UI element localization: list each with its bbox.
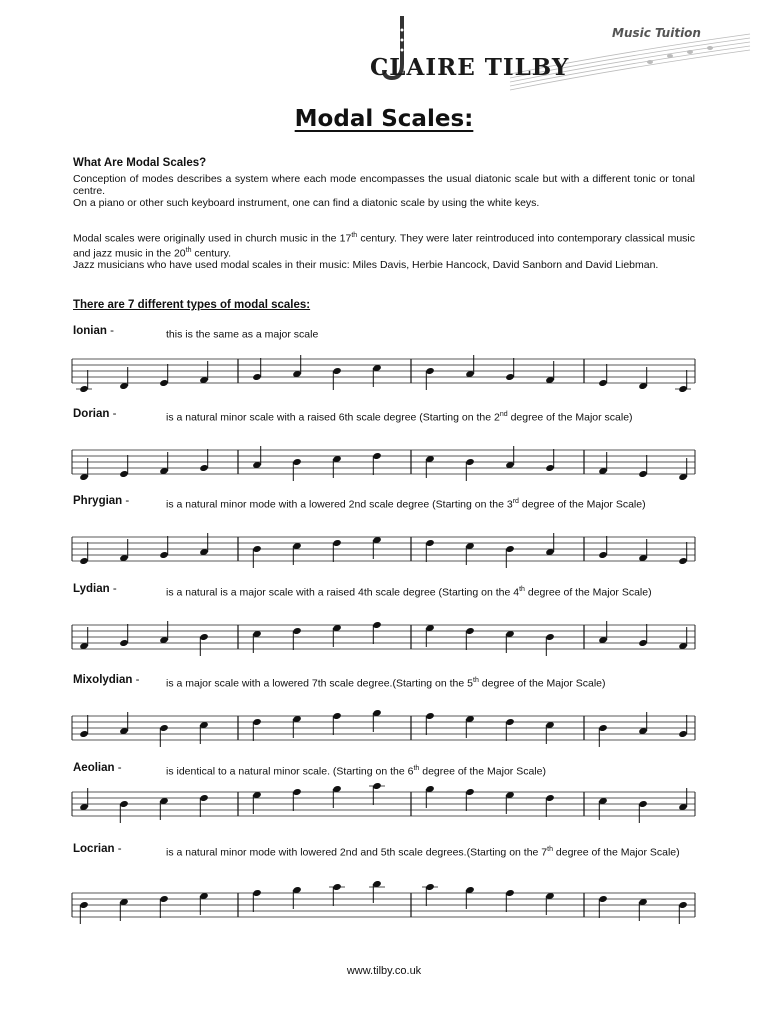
mode-description: [166, 408, 696, 425]
mode-description-sup: th: [473, 677, 479, 684]
mode-name: Dorian -: [73, 408, 117, 420]
mode-description-tail: degree of the Major Scale): [478, 677, 606, 690]
mode-description: [166, 762, 696, 779]
mode-name-dash: -: [114, 843, 122, 855]
mode-description-text: is a natural is a major scale with a raised 4th scale degree (Starting on the 4: [166, 586, 520, 599]
music-staff: [0, 881, 768, 941]
mode-description-sup: th: [413, 765, 420, 772]
mode-description-text: is a natural minor mode with a lowered 2nd scale degree (Starting on the 3: [166, 498, 513, 511]
music-staff: [0, 347, 768, 407]
mode-description-sup: th: [547, 846, 553, 853]
mode-description-sup: th: [519, 586, 525, 593]
mode-description: [166, 674, 696, 691]
mode-name-dash: -: [109, 583, 117, 595]
mode-description-text: is a major scale with a lowered 7th scale degree.(Starting on the 5: [166, 677, 473, 690]
mode-description: [166, 325, 696, 342]
logo-text: CLAIRE TILBY: [370, 54, 570, 81]
mode-description: [166, 583, 696, 600]
music-staff: [0, 613, 768, 673]
mode-name: Locrian -: [73, 843, 122, 855]
mode-name-dash: -: [132, 674, 140, 686]
intro-p2-line1: [73, 230, 695, 259]
intro-p2-c: century.: [191, 247, 231, 259]
music-staff: [0, 438, 768, 498]
types-heading: There are 7 different types of modal scales:: [73, 299, 311, 311]
mode-description-sup: rd: [512, 498, 519, 505]
mode-name: Lydian -: [73, 583, 117, 595]
intro-p1-line2: On a piano or other such keyboard instrument, one can find a diatonic scale by using the white keys.: [73, 197, 540, 209]
mode-description-text: is a natural minor scale with a raised 6th scale degree (Starting on the 2: [166, 411, 500, 424]
intro-p1-line1: Conception of modes describes a system where each mode encompasses the usual diatonic scale but with a different tonic or tonal centre.: [73, 173, 695, 197]
mode-name-dash: -: [122, 495, 130, 507]
music-staff: [0, 525, 768, 585]
mode-description-text: is identical to a natural minor scale. (Starting on the 6: [166, 765, 414, 778]
intro-p2-b-sup: th: [185, 246, 192, 254]
mode-description-sup: nd: [499, 411, 508, 418]
music-staff: [0, 704, 768, 764]
mode-description: [166, 495, 696, 512]
mode-description-tail: degree of the Major Scale): [419, 765, 546, 778]
intro-p2-a: Modal scales were originally used in church music in the 17: [73, 232, 352, 245]
intro-heading: What Are Modal Scales?: [73, 157, 207, 169]
mode-name: Phrygian -: [73, 495, 130, 507]
footer-url: www.tilby.co.uk: [346, 965, 422, 977]
music-staff: [0, 780, 768, 840]
mode-description-tail: degree of the Major Scale): [552, 846, 680, 859]
mode-description: [166, 843, 696, 860]
page-title: Modal Scales:: [294, 106, 474, 132]
mode-name-dash: -: [114, 762, 122, 774]
mode-description-tail: degree of the Major Scale): [524, 586, 652, 599]
logo-tagline: Music Tuition: [612, 26, 701, 40]
mode-name-dash: -: [109, 408, 117, 420]
mode-name: Mixolydian -: [73, 674, 140, 686]
intro-p2-line2: Jazz musicians who have used modal scales in their music: Miles Davis, Herbie Hancock, David Sanborn and David Liebman.: [73, 259, 659, 271]
header-logo: [360, 12, 760, 92]
mode-description-tail: degree of the Major scale): [507, 411, 633, 424]
intro-p2-a-sup: th: [351, 232, 358, 239]
mode-name: Ionian -: [73, 325, 114, 337]
mode-name-dash: -: [106, 325, 114, 337]
mode-name: Aeolian -: [73, 762, 122, 774]
mode-description-text: is a natural minor mode with lowered 2nd and 5th scale degrees.(Starting on the 7: [166, 846, 548, 859]
mode-description-text: this is the same as a major scale: [166, 328, 319, 341]
intro-paragraph-1: [73, 173, 695, 209]
intro-paragraph-2: [73, 230, 695, 271]
intro-p2-b: century. They were later reintroduced into contemporary classical music and jazz music in the 20: [73, 232, 695, 259]
mode-description-tail: degree of the Major Scale): [518, 498, 646, 511]
